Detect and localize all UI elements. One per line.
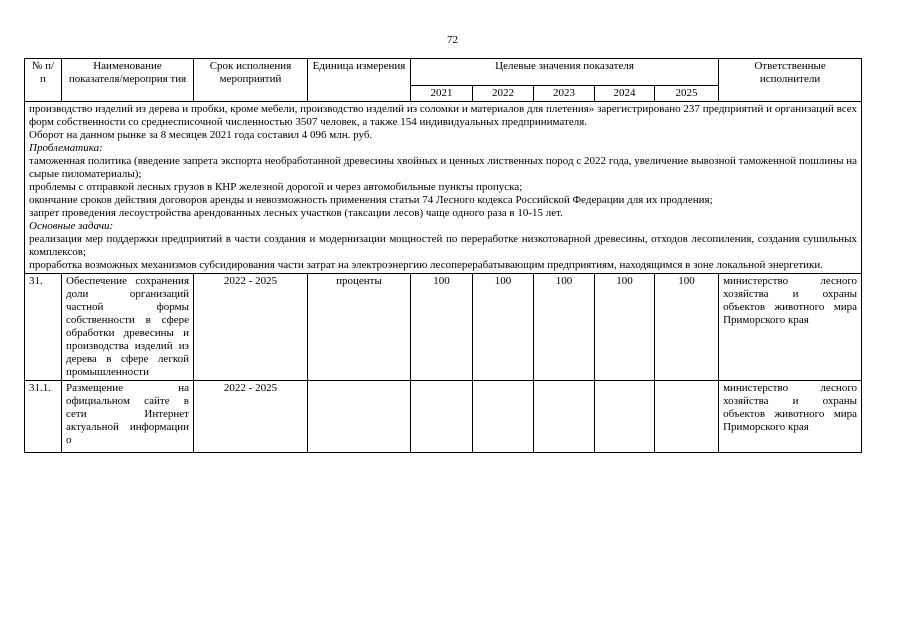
text-paragraph: окончание сроков действия договоров аренды и невозможность применения статьи 74 Лесного кодекса Российской Федерации для их продления; [29,194,713,206]
header-targets: Целевые значения показателя [411,59,719,86]
page-number: 72 [447,34,458,46]
row-name: Обеспечение сохранения доли организаций частной формы собственности в сфере обработки древесины и производства изделий из дерева в сфере легкой промышленности [62,274,194,381]
table-row [25,274,862,381]
text-paragraph: Оборот на данном рынке за 8 месяцев 2021 года составил 4 096 млн. руб. [29,129,373,141]
text-paragraph: производство изделий из дерева и пробки, кроме мебели, производство изделий из соломки и материалов для плетения» зарегистрировано 237 предприятий и организаций всех форм собственности со среднесписочной численностью 3507 человек, а также 154 индивидуальных предпринимателя. [29,103,858,128]
section-text [25,102,862,274]
header-unit: Единица измерения [308,59,411,102]
row-number: 31. [25,274,62,381]
text-paragraph: проблемы с отправкой лесных грузов в КНР железной дорогой и через автомобильные пункты пропуска; [29,181,523,193]
row-value-2025: 100 [655,274,719,381]
header-name: Наименование показателя/мероприя тия [62,59,194,102]
row-responsible: министерство лесного хозяйства и охраны объектов животного мира Приморского края [719,274,862,381]
indicators-table [24,58,862,453]
header-responsible: Ответственные исполнители [719,59,862,102]
row-responsible: министерство лесного хозяйства и охраны объектов животного мира Приморского края [719,381,862,453]
year-2024: 2024 [595,86,655,102]
row-term: 2022 - 2025 [194,381,308,453]
problems-heading: Проблематика: [29,142,103,154]
year-2021: 2021 [411,86,473,102]
row-name-cell [62,381,194,453]
row-term: 2022 - 2025 [194,274,308,381]
row-value-2021 [411,381,473,453]
row-unit [308,381,411,453]
row-number: 31.1. [25,381,62,453]
header-term: Срок исполнения мероприятий [194,59,308,102]
row-unit: проценты [308,274,411,381]
text-paragraph: реализация мер поддержки предприятий в части создания и модернизации мощностей по переработке низкотоварной древесины, отходов лесопиления, создания сушильных комплексов; [29,233,858,258]
row-value-2025 [655,381,719,453]
table-header-row [25,59,862,86]
row-value-2024: 100 [595,274,655,381]
text-paragraph: таможенная политика (введение запрета экспорта необработанной древесины хвойных и ценных лиственных пород с 2022 года, увеличение вывозной таможенной пошлины на сырые пиломатериалы); [29,155,858,180]
year-2023: 2023 [534,86,595,102]
row-value-2022: 100 [473,274,534,381]
text-paragraph: проработка возможных механизмов субсидирования части затрат на электроэнергию лесоперерабатывающим предприятиям, находящимся в зоне локальной энергетики. [29,259,824,271]
row-name: Размещение на официальном сайте в сети Интернет актуальной информации о [66,382,189,446]
row-value-2023: 100 [534,274,595,381]
row-value-2021: 100 [411,274,473,381]
text-paragraph: запрет проведения лесоустройства арендованных лесных участков (таксации лесов) чаще одного раза в 10-15 лет. [29,207,563,219]
header-number: № п/п [25,59,62,102]
row-value-2023 [534,381,595,453]
year-2022: 2022 [473,86,534,102]
year-2025: 2025 [655,86,719,102]
row-value-2024 [595,381,655,453]
row-value-2022 [473,381,534,453]
table-row [25,381,862,453]
section-text-row [25,102,862,274]
tasks-heading: Основные задачи: [29,220,114,232]
